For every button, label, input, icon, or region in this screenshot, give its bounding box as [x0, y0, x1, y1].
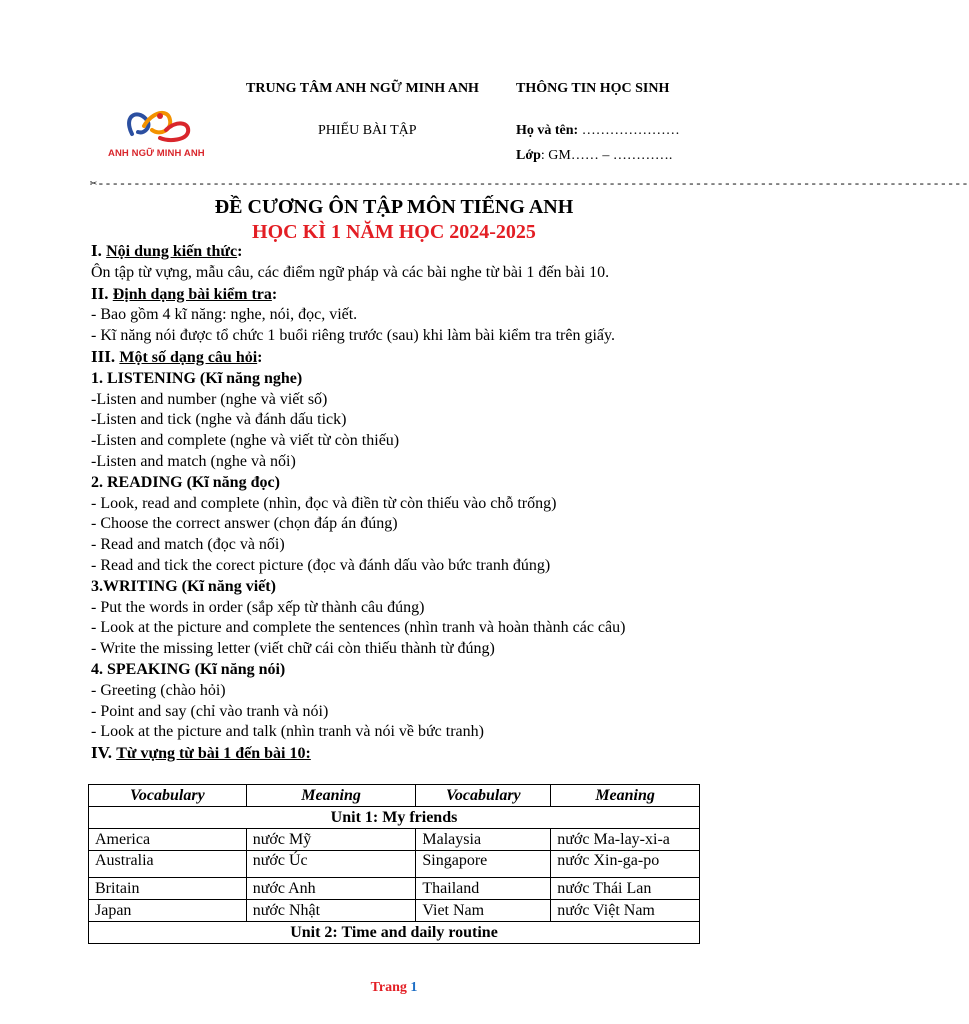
table-row [89, 878, 700, 900]
section-1-text: Ôn tập từ vựng, mẫu câu, các điểm ngữ pháp và các bài nghe từ bài 1 đến bài 10. [91, 263, 610, 281]
class-label: Lớp [516, 148, 541, 163]
listening-title: 1. LISTENING (Kĩ năng nghe) [91, 369, 303, 387]
content-body [91, 241, 731, 765]
center-logo [104, 104, 224, 164]
name-label: Họ và tên: [516, 123, 579, 138]
section-3-heading: III. Một số dạng câu hỏi: [91, 346, 263, 366]
unit-row [89, 807, 700, 829]
section-2-heading: II. Định dạng bài kiểm tra: [91, 283, 278, 303]
page-footer [0, 980, 788, 996]
list-item: -Listen and match (nghe và nối) [91, 452, 296, 470]
section-2-line: - Kĩ năng nói được tổ chức 1 buổi riêng trước (sau) khi làm bài kiểm tra trên giấy. [91, 327, 615, 345]
section-4-heading: IV. Từ vựng từ bài 1 đến bài 10: [91, 743, 311, 763]
list-item: -Listen and tick (nghe và đánh dấu tick) [91, 411, 347, 429]
class-blank: : GM…… – …………. [540, 148, 673, 163]
table-row [89, 900, 700, 922]
name-blank: ………………… [581, 123, 680, 138]
table-cell: Thailand [416, 878, 551, 900]
list-item: - Write the missing letter (viết chữ cái còn thiếu thành từ đúng) [91, 640, 495, 658]
list-item: - Look at the picture and complete the sentences (nhìn tranh và hoàn thành các câu) [91, 619, 626, 637]
student-info-title: THÔNG TIN HỌC SINH [516, 81, 670, 96]
list-item: -Listen and complete (nghe và viết từ còn thiếu) [91, 432, 400, 450]
list-item: - Choose the correct answer (chọn đáp án đúng) [91, 515, 398, 533]
unit-title: Unit 2: Time and daily routine [89, 922, 700, 944]
section-2-line: - Bao gồm 4 kĩ năng: nghe, nói, đọc, viết. [91, 306, 358, 324]
table-cell: nước Úc [246, 851, 416, 878]
document-title: ĐỀ CƯƠNG ÔN TẬP MÔN TIẾNG ANH [214, 196, 574, 218]
table-cell: nước Thái Lan [551, 878, 700, 900]
table-row [89, 829, 700, 851]
table-header-row [89, 785, 700, 807]
logo-icon [104, 104, 224, 148]
unit-row [89, 922, 700, 944]
document-subtitle: HỌC KÌ 1 NĂM HỌC 2024-2025 [252, 221, 536, 243]
unit-title: Unit 1: My friends [89, 807, 700, 829]
page-number: 1 [410, 980, 418, 995]
table-cell: Malaysia [416, 829, 551, 851]
logo-text: ANH NGỮ MINH ANH [108, 148, 205, 159]
table-cell: Singapore [416, 851, 551, 878]
list-item: -Listen and number (nghe và viết số) [91, 390, 328, 408]
column-header: Vocabulary [416, 785, 551, 807]
table-row [89, 851, 700, 878]
table-cell: Britain [89, 878, 247, 900]
list-item: - Read and match (đọc và nối) [91, 536, 285, 554]
doc-type: PHIẾU BÀI TẬP [318, 123, 417, 138]
list-item: - Put the words in order (sắp xếp từ thành câu đúng) [91, 598, 425, 616]
cut-line: ✂------------------------------------------------------------------------------------------------------------------------- [90, 177, 969, 191]
writing-title: 3.WRITING (Kĩ năng viết) [91, 577, 276, 595]
table-cell: nước Nhật [246, 900, 416, 922]
table-cell: Japan [89, 900, 247, 922]
table-cell: nước Xin-ga-po [551, 851, 700, 878]
table-cell: nước Ma-lay-xi-a [551, 829, 700, 851]
list-item: - Read and tick the corect picture (đọc và đánh dấu vào bức tranh đúng) [91, 556, 551, 574]
center-name: TRUNG TÂM ANH NGỮ MINH ANH [246, 81, 479, 96]
table-cell: Viet Nam [416, 900, 551, 922]
table-cell: nước Việt Nam [551, 900, 700, 922]
reading-title: 2. READING (Kĩ năng đọc) [91, 473, 280, 491]
column-header: Meaning [246, 785, 416, 807]
speaking-title: 4. SPEAKING (Kĩ năng nói) [91, 660, 286, 678]
list-item: - Look at the picture and talk (nhìn tranh và nói về bức tranh) [91, 723, 484, 741]
table-cell: America [89, 829, 247, 851]
column-header: Vocabulary [89, 785, 247, 807]
table-cell: nước Mỹ [246, 829, 416, 851]
table-cell: nước Anh [246, 878, 416, 900]
list-item: - Point and say (chỉ vào tranh và nói) [91, 702, 329, 720]
list-item: - Look, read and complete (nhìn, đọc và điền từ còn thiếu vào chỗ trống) [91, 494, 557, 512]
list-item: - Greeting (chào hỏi) [91, 681, 226, 699]
section-1-heading: I. Nội dung kiến thức: [91, 241, 243, 260]
column-header: Meaning [551, 785, 700, 807]
class-field [516, 148, 672, 164]
name-field [516, 123, 680, 139]
vocabulary-table [88, 784, 700, 944]
table-cell: Australia [89, 851, 247, 878]
page-label: Trang [370, 980, 411, 995]
